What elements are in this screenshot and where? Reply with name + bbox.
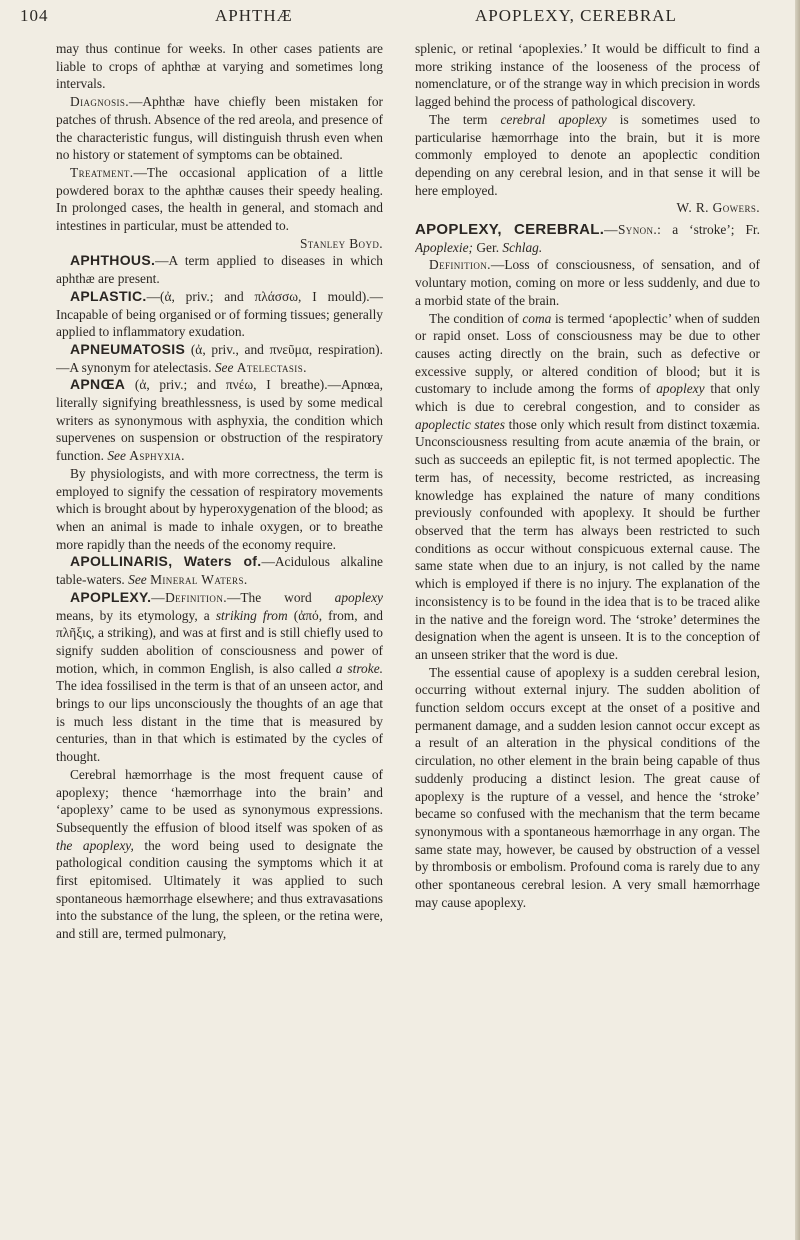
entry-headword: APNEUMATOSIS — [70, 340, 186, 357]
paragraph: may thus continue for weeks. In other cases patients are liable to crops of aphthæ at varying and sometimes long intervals. — [56, 41, 383, 92]
cross-reference: Atelectasis. — [236, 359, 307, 375]
entry-text: (ἀ, priv.; and πνέω, I breathe).—Apnœa, literally signifying breathlessness, is used by some medical writers as synonymous with asphyxia, the condition which supervenes on suspension or obstruction of the respiratory function. — [56, 377, 383, 464]
see-label: See — [128, 572, 147, 588]
italic-term: coma — [522, 310, 552, 326]
running-header — [0, 0, 800, 36]
paragraph-text: —Aphthæ have chiefly been mistaken for patches of thrush. Absence of the red areola, and presence of the characteristic fungus, will distinguish thrush even when no history or statement of symptoms can be obtained. — [56, 94, 383, 163]
italic-term: a stroke. — [335, 660, 383, 676]
italic-term: cerebral apoplexy — [500, 111, 607, 127]
paragraph: splenic, or retinal ‘apoplexies.’ It would be difficult to find a more striking instance of the looseness of the process of nomenclature, or of the strange way in which precision in words lagged behind the process of pathological discovery. — [415, 41, 760, 110]
entry-text: —(ἀ, priv.; and πλάσσω, I mould).—Incapable of being organised or of forming tissues; generally applied to inflammatory exudation. — [56, 288, 383, 340]
entry-headword: APOPLEXY. — [70, 588, 152, 605]
entry-headword: APOPLEXY, CEREBRAL. — [415, 221, 605, 239]
author-signature: Stanley Boyd. — [299, 235, 383, 251]
entry-text: —A term applied to diseases in which aphthæ are present. — [56, 253, 383, 287]
cross-reference: Asphyxia. — [129, 448, 185, 464]
entry-text: (ἀ, priv., and πνεῦμα, respiration).—A synonym for atelectasis. — [56, 341, 383, 375]
entry-apoplexy-cerebral — [415, 221, 760, 256]
entry-apnoea — [56, 376, 383, 465]
paragraph-text: those only which result from distinct toxæmia. Unconsciousness resulting from acute anæmia of the brain, or such as succeeds an epileptic fit, is not termed apoplectic. The term has, of necessity, become restricted, as increasing knowledge has explained the nature of many conditions previously confounded with apoplexy. It should be further observed that the term has always been restricted to such conditions as occur without conspicuous external cause. The same state when due to an injury, is not called by the name which is employed if there is no injury. The explanation of the inconsistency is to be found in the idea that is to be traced alike in the native and the foreign word. The ‘stroke’ determines the designation when the agent is unseen. It is to the conception of an unseen striker that the word is due. — [415, 416, 760, 662]
paragraph-text: The condition of — [429, 310, 519, 326]
entry-text: —The word — [226, 589, 312, 605]
italic-term: Apoplexie; — [415, 239, 473, 255]
italic-term: apoplexy — [334, 589, 383, 605]
section-label: Definition. — [429, 257, 491, 273]
entry-headword: APNŒA — [70, 376, 126, 393]
entry-apollinaris — [56, 553, 383, 588]
paragraph-treatment — [56, 164, 383, 235]
paragraph-text: —Loss of consciousness, of sensation, and of voluntary motion, coming on more or less suddenly, and due to a morbid state of the brain. — [415, 257, 760, 308]
entry-aplastic — [56, 288, 383, 341]
left-column — [56, 40, 383, 1235]
italic-term: apoplectic states — [415, 416, 505, 432]
italic-term: striking from — [215, 607, 288, 623]
paragraph-text: the word being used to designate the pathological condition causing the symptoms which it at first epitomised. Ultimately it was applied to such spontaneous hæmorrhage elsewhere; and thus extravasations into the substance of the lung, the spleen, or the retina were, and still are, termed pulmonary, — [56, 837, 383, 942]
entry-apoplexy — [56, 589, 383, 766]
paragraph-diagnosis — [56, 93, 383, 164]
italic-term: Schlag. — [502, 239, 543, 255]
see-label: See — [214, 359, 234, 375]
author-signature: W. R. Gowers. — [676, 200, 760, 216]
paragraph-text: is sometimes used to particularise hæmorrhage into the brain, but it is more commonly employed to denote an apoplectic condition depending on any cerebral lesion, and in that sense it will be here employed. — [415, 111, 760, 198]
entry-text: a ‘stroke’; Fr. — [672, 222, 760, 238]
left-running-title: APHTHÆ — [215, 6, 293, 25]
paragraph: By physiologists, and with more correctness, the term is employed to signify the cessation of respiratory movements which is brought about by hyperoxygenation of the blood; as when an animal is made to inhale oxygen, or to breathe more rapidly than the needs of the economy require. — [56, 465, 383, 552]
paragraph-text: The term — [429, 111, 488, 127]
entry-headword: APLASTIC. — [70, 287, 147, 304]
page-number: 104 — [20, 6, 49, 25]
entry-text: (ἀπό, from, and πλῆξις, a striking), and was at first and is still chiefly used to signify sudden abolition of consciousness and power of motion, which, in common English, is also called — [56, 607, 383, 676]
right-column — [415, 40, 760, 1235]
entry-text: means, by its etymology, a — [56, 607, 210, 623]
entry-aphthous — [56, 252, 383, 287]
paragraph: The essential cause of apoplexy is a sudden cerebral lesion, occurring without external injury. The sudden abolition of function seldom occurs except at the onset of a positive and permanent damage, and a sudden lesion cannot occur except as a result of an alteration in the physical conditions of the circulation, no other element in the brain being capable of thus suddenly producing a distinct lesion. The great cause of apoplexy is the rupture of a vessel, and hence the ‘stroke’ became so confused with the mechanism that the term became synonymous with a spontaneous hæmorrhage in any organ. The same state may, however, be caused by obstruction of a vessel by thrombosis or embolism. Profound coma is rarely due to any other spontaneous cerebral lesion. A very small hæmorrhage may cause apoplexy. — [415, 664, 760, 910]
paragraph-text: that only which is due to cerebral congestion, and to consider as — [415, 381, 760, 415]
entry-headword: APHTHOUS. — [70, 252, 156, 269]
right-running-title: APOPLEXY, CEREBRAL — [475, 6, 677, 25]
section-label: Diagnosis. — [70, 94, 130, 110]
entry-text: The idea fossilised in the term is that of an unseen actor, and brings to our lips unconsciously the thoughts of an age that is much less distant in the time that is measured by centuries, than in that which is estimated by the cycles of thought. — [56, 678, 383, 765]
section-label: Treatment. — [70, 164, 134, 180]
see-label: See — [107, 448, 126, 464]
paragraph — [415, 111, 760, 200]
paragraph-text: Cerebral hæmorrhage is the most frequent cause of apoplexy; thence ‘hæmorrhage into the brain’ and ‘apoplexy’ came to be used as synonymous expressions. Subsequently the effusion of blood itself was spoken of as — [56, 766, 383, 835]
entry-text: Ger. — [476, 239, 500, 255]
cross-reference: Mineral Waters. — [150, 572, 248, 588]
section-label: —Definition. — [151, 589, 227, 605]
entry-headword: APOLLINARIS, Waters of. — [70, 553, 262, 570]
paragraph — [56, 766, 383, 943]
entry-text: —Acidulous alkaline table-waters. — [56, 554, 383, 588]
italic-term: apoplexy — [656, 381, 705, 397]
paragraph — [415, 310, 760, 664]
paragraph-definition — [415, 256, 760, 309]
paragraph-text: —The occasional application of a little powdered borax to the aphthæ causes their speedy healing. In prolonged cases, the health in general, and stomach and intestines in particular, must be attended to. — [56, 164, 383, 234]
entry-apneumatosis — [56, 341, 383, 376]
page-edge — [795, 0, 800, 1240]
section-label: —Synon.: — [604, 222, 662, 238]
italic-term: the apoplexy, — [56, 837, 134, 853]
paragraph-text: is termed ‘apoplectic’ when of sudden or rapid onset. Loss of consciousness may be due to other causes acting directly on the brain, such as defective or excessive supply, or altered condition of blood; but it is customary to include among the forms of — [415, 310, 760, 397]
